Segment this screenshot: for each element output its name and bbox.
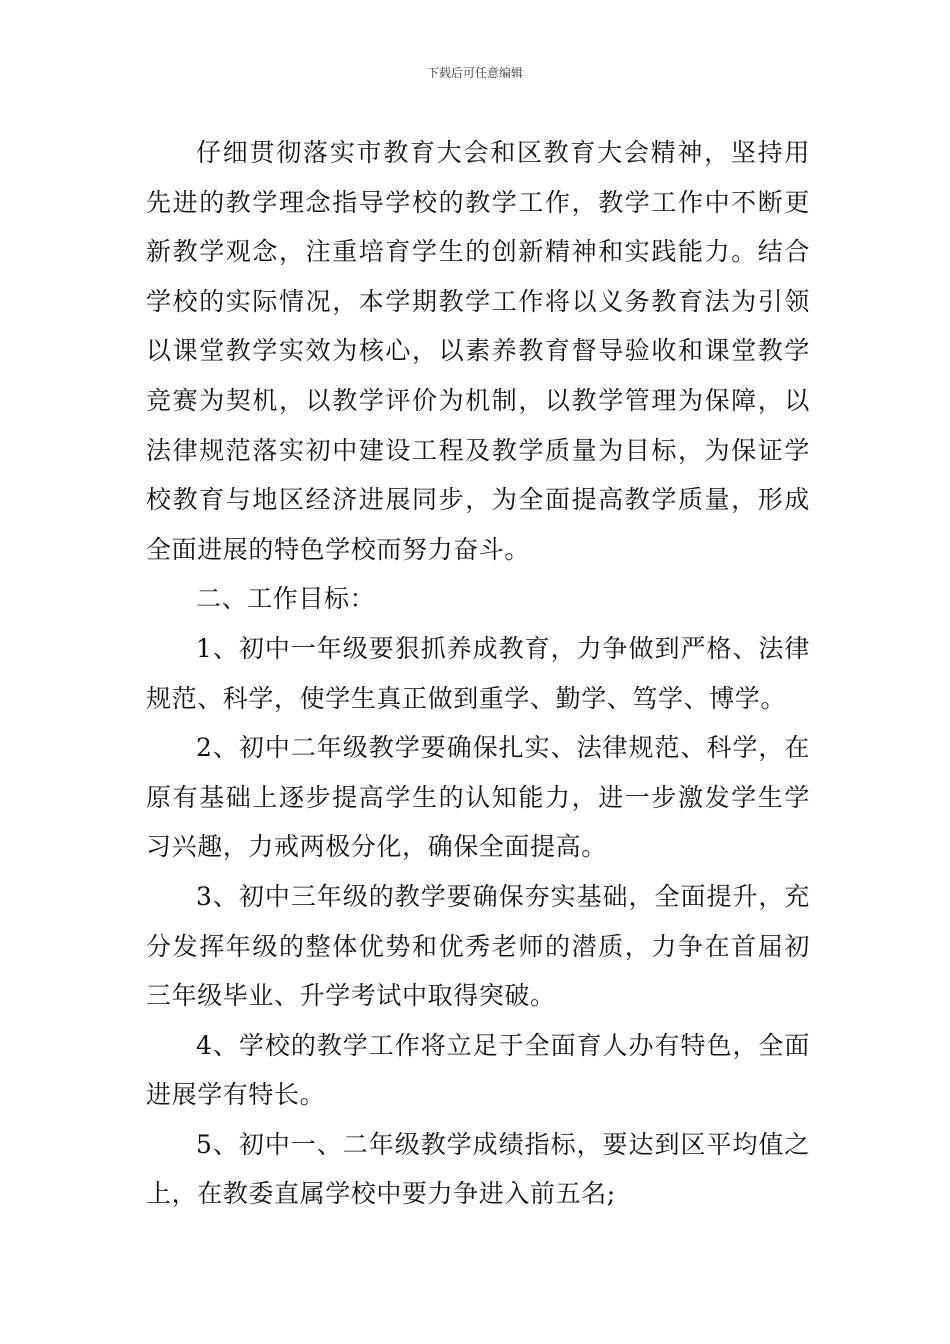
goal-item-3: 3、初中三年级的教学要确保夯实基础，全面提升，充分发挥年级的整体优势和优秀老师的潜质，力争在首届初三年级毕业、升学考试中取得突破。 [146, 881, 810, 1011]
goal-item-2: 2、初中二年级教学要确保扎实、法律规范、科学，在原有基础上逐步提高学生的认知能力，进一步激发学生学习兴趣，力戒两极分化，确保全面提高。 [146, 733, 810, 862]
page-header: 下载后可任意编辑 [426, 66, 523, 80]
paragraph-intro: 仔细贯彻落实市教育大会和区教育大会精神，坚持用先进的教学理念指导学校的教学工作，教学工作中不断更新教学观念，注重培育学生的创新精神和实践能力。结合学校的实际情况，本学期教学工作将以义务教育法为引领以课堂教学实效为核心，以素养教育督导验收和课堂教学竞赛为契机，以教学评价为机制，以教学管理为保障，以法律规范落实初中建设工程及教学质量为目标，为保证学校教育与地区经济进展同步，为全面提高教学质量，形成全面进展的特色学校而努力奋斗。 [146, 138, 810, 564]
goal-item-4: 4、学校的教学工作将立足于全面育人办有特色，全面进展学有特长。 [146, 1030, 810, 1110]
goal-item-1: 1、初中一年级要狠抓养成教育，力争做到严格、法律规范、科学，使学生真正做到重学、勤学、笃学、博学。 [146, 633, 810, 713]
document-body [146, 128, 810, 1219]
section-heading-goals: 二、工作目标： [196, 584, 376, 614]
goal-item-5: 5、初中一、二年级教学成绩指标，要达到区平均值之上，在教委直属学校中要力争进入前五名; [146, 1129, 810, 1209]
